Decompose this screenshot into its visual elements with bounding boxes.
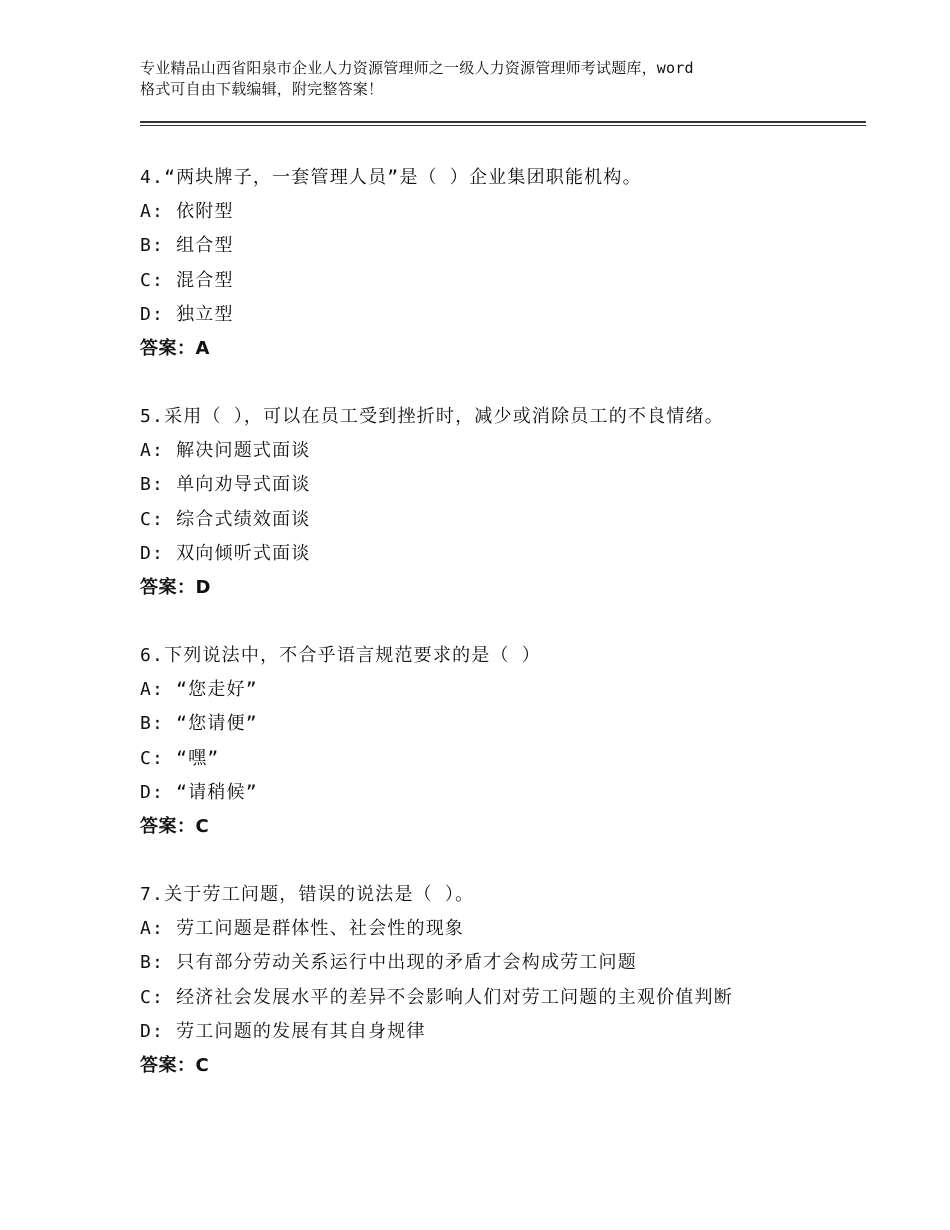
option-a: A: 劳工问题是群体性、社会性的现象 <box>140 918 465 940</box>
question-block <box>140 400 860 605</box>
option-a: A: 解决问题式面谈 <box>140 440 311 462</box>
option-b: B: 单向劝导式面谈 <box>140 474 311 496</box>
question-block <box>140 639 860 844</box>
answer-label: 答案：D <box>140 576 211 598</box>
header-divider-thin <box>140 125 866 126</box>
option-d: D: 劳工问题的发展有其自身规律 <box>140 1020 426 1042</box>
header-title-line-1: 专业精品山西省阳泉市企业人力资源管理师之一级人力资源管理师考试题库，word <box>140 59 694 77</box>
header-title-line-2: 格式可自由下载编辑，附完整答案！ <box>140 80 384 98</box>
option-d: D: 独立型 <box>140 303 234 325</box>
option-c: C: 混合型 <box>140 269 234 291</box>
option-b: B: “您请便” <box>140 713 258 735</box>
option-a: A: “您走好” <box>140 679 258 701</box>
option-c: C: 综合式绩效面谈 <box>140 508 311 530</box>
answer-label: 答案：C <box>140 815 210 837</box>
question-stem: 6.下列说法中，不合乎语言规范要求的是（ ） <box>140 645 541 666</box>
question-block <box>140 161 860 366</box>
question-stem: 4.“两块牌子，一套管理人员”是（ ）企业集团职能机构。 <box>140 167 642 188</box>
option-d: D: 双向倾听式面谈 <box>140 542 311 564</box>
question-stem: 5.采用（ ），可以在员工受到挫折时，减少或消除员工的不良情绪。 <box>140 406 724 427</box>
question-block <box>140 878 860 1083</box>
option-d: D: “请稍候” <box>140 781 258 803</box>
document-header <box>140 58 840 100</box>
option-a: A: 依附型 <box>140 201 234 223</box>
answer-label: 答案：A <box>140 337 210 359</box>
option-c: C: 经济社会发展水平的差异不会影响人们对劳工问题的主观价值判断 <box>140 986 733 1008</box>
header-divider-thick <box>140 121 866 123</box>
option-b: B: 只有部分劳动关系运行中出现的矛盾才会构成劳工问题 <box>140 952 637 974</box>
option-c: C: “嘿” <box>140 747 220 769</box>
answer-label: 答案：C <box>140 1054 210 1076</box>
question-stem: 7.关于劳工问题，错误的说法是（ ）。 <box>140 884 475 905</box>
option-b: B: 组合型 <box>140 235 234 257</box>
